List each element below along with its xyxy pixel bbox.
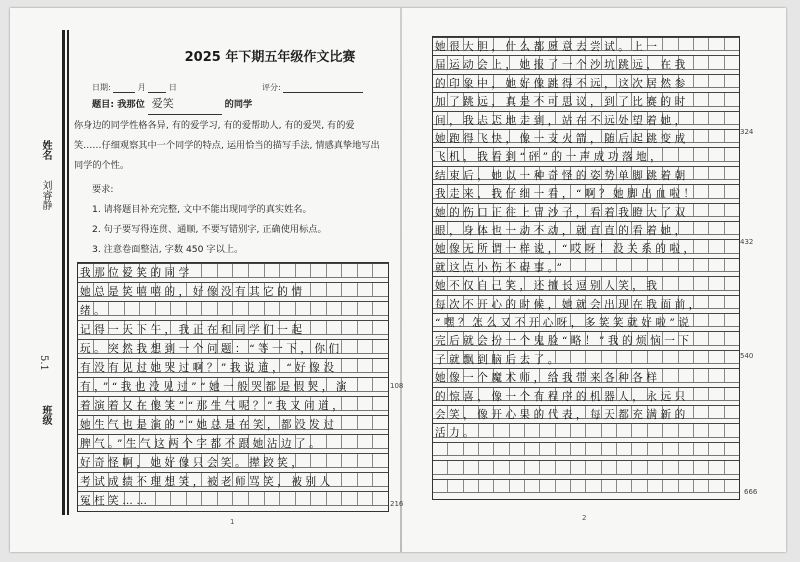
requirements-heading: 要求: xyxy=(92,184,114,195)
grid-cells xyxy=(433,480,739,492)
intro-line-3: 同学的个性。 xyxy=(74,160,130,171)
handwritten-line: 就这点小伤不碍事。” xyxy=(435,261,566,274)
handwritten-line: 她的伤口正往上冒沙子，看着我瞪大了双 xyxy=(435,206,689,219)
grid-row xyxy=(78,301,388,321)
grid-row xyxy=(433,92,739,111)
handwritten-line: 眼，身体也一动不动，就直直的看着她， xyxy=(435,225,689,237)
handwritten-line: 她像无所谓一样说，“哎呀！没关系的啦， xyxy=(435,243,698,256)
handwritten-line: 她跑得飞快，像一支火箭，随后起跳变成 xyxy=(435,133,689,145)
handwritten-line: 会笑，像开心果的代表，每天都充满新的 xyxy=(435,409,689,421)
word-count-108: 108 xyxy=(390,382,404,390)
handwritten-line: 我走来，我仔细一看，“啊？她脚出血啦！ xyxy=(435,188,698,201)
left-writing-grid xyxy=(77,262,389,512)
handwritten-line: 加了跳远，真是不可思议，到了比赛的时 xyxy=(435,96,689,109)
grid-row xyxy=(433,129,739,148)
grid-row xyxy=(78,339,388,359)
grid-row xyxy=(433,387,739,406)
handwritten-line: 记得一天下午，我正在和同学们一起 xyxy=(80,324,306,336)
word-count-216: 216 xyxy=(390,500,404,508)
grid-row xyxy=(433,147,739,166)
word-count-324: 324 xyxy=(740,128,754,136)
grid-row xyxy=(433,442,739,461)
handwritten-line: 她不仅自己笑，还擅长逗别人笑，我 xyxy=(435,280,661,293)
handwritten-line: 她很大胆，什么都愿意去尝试。上一 xyxy=(435,41,661,53)
grid-cells xyxy=(433,461,739,473)
grid-row xyxy=(433,295,739,314)
page-fold xyxy=(400,8,402,552)
intro-line-2: 笑……仔细观察其中一个同学的特点, 运用恰当的描写手法, 情感真挚地写出 xyxy=(74,140,380,151)
grid-row xyxy=(433,368,739,387)
page-number-1: 1 xyxy=(230,518,235,526)
handwritten-line: 好奇怪啊，她好像只会笑。撵跤笑， xyxy=(80,457,306,469)
grid-row xyxy=(433,423,739,442)
page-number-2: 2 xyxy=(582,514,587,522)
score-label: 评分: xyxy=(262,83,281,92)
handwritten-line: 有没有见过她哭过啊？”我说道，“好像没 xyxy=(80,362,338,374)
handwritten-line: 飞机，我看到“砰”的一声成功落地， xyxy=(435,151,665,164)
grid-row xyxy=(433,405,739,424)
grid-row xyxy=(433,331,739,350)
day-label: 日 xyxy=(168,83,177,92)
handwritten-line: 她像一个魔术师，给我带来各种各样 xyxy=(435,372,661,385)
handwritten-line: 的印象中，她好像跳得不远，这次居然参 xyxy=(435,77,689,90)
handwritten-line: 我那位爱笑的同学 xyxy=(80,267,193,279)
binding-edge-left xyxy=(62,30,65,515)
grid-cells xyxy=(433,443,739,455)
handwritten-line: 脾气。”生气这两个字都不跟她沾边了。 xyxy=(80,438,324,450)
grid-row xyxy=(78,377,388,397)
grid-row xyxy=(433,221,739,240)
handwritten-line: 她总是笑嘻嘻的，好像没有其它的情 xyxy=(80,286,306,298)
handwritten-line: 绪。 xyxy=(80,305,109,317)
handwritten-line: 她生气也是演的”“她总是在笑，都没发过 xyxy=(80,419,338,431)
handwritten-line: 完后就会扮一个鬼脸“略！”我的烦恼一下 xyxy=(435,335,693,348)
grid-row xyxy=(433,37,739,56)
grid-row xyxy=(78,434,388,454)
date-field xyxy=(92,82,177,93)
date-month-line xyxy=(148,83,166,93)
binding-edge-left-inner xyxy=(67,30,69,515)
handwritten-line: 玩。突然我想到一个问题：“等一下，你们 xyxy=(80,343,343,355)
requirement-3: 3. 注意卷面整洁, 字数 450 字以上。 xyxy=(92,244,244,255)
word-count-432: 432 xyxy=(740,238,754,246)
right-writing-grid xyxy=(432,36,740,500)
grid-row xyxy=(78,282,388,302)
page-title: 2025 年下期五年级作文比赛 xyxy=(184,50,356,65)
grid-row xyxy=(78,396,388,416)
name-label: 姓名 xyxy=(40,140,51,160)
date-label: 日期: xyxy=(92,83,111,92)
word-count-540: 540 xyxy=(740,352,754,360)
score-field xyxy=(262,82,363,93)
requirement-1: 1. 请将题目补充完整, 文中不能出现同学的真实姓名。 xyxy=(92,204,312,215)
topic-fill: 爱笑 xyxy=(148,94,222,115)
intro-line-1: 你身边的同学性格各异, 有的爱学习, 有的爱帮助人, 有的爱哭, 有的爱 xyxy=(74,120,355,131)
grid-row xyxy=(78,320,388,340)
grid-row xyxy=(433,203,739,222)
handwritten-line: 冤枉笑…… xyxy=(80,495,151,507)
handwritten-line: 届运动会上，她报了一个沙坑跳远，在我 xyxy=(435,59,689,72)
handwritten-line: 着演着又在傻笑”“那生气呢？”我又问道， xyxy=(80,400,347,412)
handwritten-line: 结束后，她以一种奇怪的姿势单脚跳着朝 xyxy=(435,169,689,182)
topic-line xyxy=(92,94,412,115)
handwritten-line: 考试成绩不理想笑，被老师骂笑，被别人 xyxy=(80,476,334,488)
grid-row xyxy=(78,491,388,511)
grid-row xyxy=(433,111,739,130)
topic-prefix: 题目: 我那位 xyxy=(92,99,145,110)
topic-suffix: 的同学 xyxy=(224,99,253,110)
month-label: 月 xyxy=(137,83,146,92)
grid-row xyxy=(78,472,388,492)
handwritten-line: 活力。 xyxy=(435,427,478,440)
grid-row xyxy=(433,313,739,332)
handwritten-line: 有，”“我也没见过”“她一般哭都是假哭，演 xyxy=(80,381,350,393)
grid-row xyxy=(78,453,388,473)
handwritten-line: 每次不开心的时候，她就会出现在我面前， xyxy=(435,298,703,311)
handwritten-line: 子就飘到脑后去了。 xyxy=(435,353,562,366)
grid-row xyxy=(433,350,739,369)
grid-row xyxy=(78,263,388,283)
grid-row xyxy=(433,460,739,479)
grid-row xyxy=(433,239,739,258)
grid-row xyxy=(433,184,739,203)
grid-row xyxy=(433,166,739,185)
class-label: 班级 xyxy=(40,405,51,425)
grid-row xyxy=(433,55,739,74)
grid-row xyxy=(433,74,739,93)
grid-row xyxy=(433,276,739,295)
handwritten-line: 间，我忐忑地走到，站在不远处望着她， xyxy=(435,114,689,127)
date-year-line xyxy=(113,83,135,93)
grid-row xyxy=(78,415,388,435)
requirement-2: 2. 句子要写得连贯、通顺, 不要写错别字, 正确使用标点。 xyxy=(92,224,327,235)
name-value: 刘睿静 xyxy=(40,180,51,210)
handwritten-line: 的惊喜，像一个有程序的机器人，永远只 xyxy=(435,390,689,403)
handwritten-line: “嘿？怎么又不开心呀，多笑笑就好啦”说 xyxy=(435,317,693,329)
word-count-666: 666 xyxy=(744,488,758,496)
grid-row xyxy=(433,258,739,277)
grid-row xyxy=(433,479,739,498)
grid-row xyxy=(78,358,388,378)
class-value: 5.1 xyxy=(38,355,49,371)
score-line xyxy=(283,83,363,93)
